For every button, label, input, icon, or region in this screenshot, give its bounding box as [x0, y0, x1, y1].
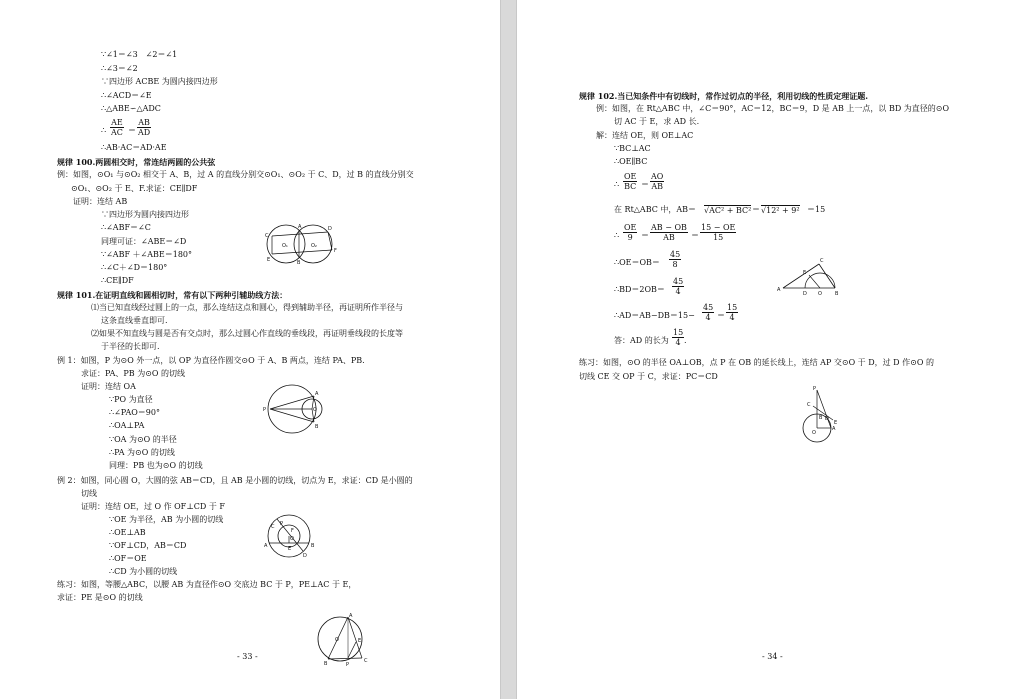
figure-label: E: [288, 546, 292, 552]
right-triangle-semicircle-figure: [779, 258, 851, 298]
equals-sign: ＝: [717, 311, 725, 320]
figure-label: A: [315, 391, 319, 397]
figure-label: E: [803, 270, 807, 276]
fraction-15-4: $\frac{15}{4}$: [727, 303, 738, 322]
text-line: ∴: [614, 231, 620, 240]
figure-label: E: [834, 420, 838, 426]
intersecting-circles-figure: [262, 218, 342, 270]
text-line: ∴OE∥BC: [614, 157, 648, 166]
sqrt-ac-bc: √AC² + BC²: [704, 206, 752, 215]
page-33: [0, 0, 500, 699]
isosceles-triangle-circle-figure: [316, 612, 376, 668]
text-line: 证明：连结 OE，过 O 作 OF⊥CD 于 F: [81, 502, 225, 511]
figure-label: B: [311, 543, 315, 549]
fraction-ab-minus-ob: $\frac{AB - OB}{AB}$: [651, 223, 687, 242]
text-line: 求证：PE 是⊙O 的切线: [57, 593, 143, 602]
page-number: - 34 -: [762, 652, 783, 661]
figure-label: A: [298, 224, 302, 230]
sqrt-12-9: √12² + 9²: [761, 206, 800, 215]
text-line: ∴∠ACD＝∠E: [101, 91, 152, 100]
figure-label: O: [313, 407, 317, 413]
fraction-45-4: $\frac{45}{4}$: [673, 277, 684, 296]
text-line: ∴∠3＝∠2: [101, 64, 138, 73]
text-line: 练习：如图，⊙O 的半径 OA⊥OB，点 P 在 OB 的延长线上，连结 AP 交⊙O 于 D，过 D 作⊙O 的: [579, 358, 934, 367]
fraction-45-8: $\frac{45}{8}$: [670, 250, 681, 269]
figure-label: P: [813, 386, 817, 392]
text-line: 证明：连结 AB: [73, 197, 128, 206]
circle-tangent-ce-figure: [799, 386, 849, 446]
figure-label: A: [264, 543, 268, 549]
text-line: ＝15: [807, 205, 826, 214]
figure-label: D: [328, 226, 332, 232]
text-line: ∵∠1＝∠3 ∠2＝∠1: [101, 50, 178, 59]
text-line: ∵OA 为⊙O 的半径: [109, 435, 177, 444]
text-line: ⑵如果不知直线与圆是否有交点时，那么过圆心作直线的垂线段，再证明垂线段的长度等: [91, 329, 403, 338]
text-line: 这条直线垂直即可.: [101, 316, 168, 325]
concentric-circles-figure: [263, 513, 323, 559]
figure-label: A: [832, 426, 836, 432]
figure-label: C: [820, 258, 824, 264]
text-line: ∴∠C＋∠D＝180°: [101, 263, 168, 272]
text-line: ∴PA 为⊙O 的切线: [109, 448, 175, 457]
text-line: ∴CD 为小圆的切线: [109, 567, 178, 576]
text-line: 例：如图，⊙O₁ 与⊙O₂ 相交于 A、B，过 A 的直线分别交⊙O₁、⊙O₂ 于 C、D，过 B 的直线分别交: [57, 170, 414, 179]
text-line: 答：AD 的长为: [614, 336, 669, 345]
text-line: 证明：连结 OA: [81, 382, 136, 391]
text-line: ∴OE⊥AB: [109, 528, 146, 537]
figure-label: C: [271, 524, 275, 530]
figure-label: A: [349, 613, 353, 619]
text-line: ∵四边形 ACBE 为圆内接四边形: [101, 77, 218, 86]
figure-label: D: [803, 291, 807, 297]
text-line: ∴: [614, 180, 620, 189]
rule-101-heading: 规律 101.在证明直线和圆相切时，常有以下两种引辅助线方法：: [57, 290, 288, 300]
figure-label: C: [265, 233, 269, 239]
figure-label: A: [777, 287, 781, 293]
figure-label: O₂: [311, 243, 317, 249]
fraction-oe-bc: $\frac{OE}{BC}$: [624, 172, 637, 191]
text-line: 解：连结 OE，则 OE⊥AC: [596, 131, 694, 140]
tangent-from-point-figure: [262, 384, 337, 436]
figure-label: F: [291, 528, 294, 534]
text-line: ∴OE＝OB＝: [614, 258, 660, 267]
text-line: 例 2：如图，同心圆 O，大圆的弦 AB＝CD，且 AB 是小圆的切线，切点为 E，求证：CD 是小圆的: [57, 476, 413, 485]
text-line: ∴∠PAO＝90°: [109, 408, 160, 417]
equals-sign: ＝: [641, 231, 649, 240]
figure-label: B: [819, 415, 823, 421]
figure-label: B: [315, 424, 319, 430]
page-34: [517, 0, 1017, 699]
text-line: 例：如图，在 Rt△ABC 中，∠C＝90°，AC＝12，BC＝9，D 是 AB 上一点，以 BD 为直径的⊙O: [596, 104, 950, 113]
figure-label: C: [807, 402, 811, 408]
rule-102-heading: 规律 102.当已知条件中有切线时，常作过切点的半径，利用切线的性质定理证题.: [579, 91, 869, 101]
text-line: ∴CE∥DF: [101, 276, 134, 285]
text-line: ∵BC⊥AC: [614, 144, 651, 153]
text-line: ∴OA⊥PA: [109, 421, 145, 430]
text-line: 求证：PA、PB 为⊙O 的切线: [81, 369, 186, 378]
text-line: 切线: [81, 489, 97, 498]
equals-sign: ＝: [641, 180, 649, 189]
text-line: 同理可证：∠ABE＝∠D: [101, 237, 187, 246]
text-line: ⑴当已知直线经过圆上的一点，那么连结这点和圆心，得到辅助半径，再证明所作半径与: [91, 303, 403, 312]
text-line: ⊙O₁、⊙O₂ 于 E、F.求证：CE∥DF: [71, 184, 198, 193]
figure-label: E: [267, 257, 271, 263]
figure-label: O₁: [282, 243, 288, 249]
text-line: ∵PO 为直径: [109, 395, 153, 404]
fraction-15-4-answer: $\frac{15}{4}$: [673, 328, 684, 347]
fraction-15-minus-oe: $\frac{15 - OE}{15}$: [701, 223, 736, 242]
text-line: 例 1：如图，P 为⊙O 外一点，以 OP 为直径作圆交⊙O 于 A、B 两点，连结 PA、PB.: [57, 356, 365, 365]
figure-label: D: [825, 416, 829, 422]
equals-sign: ＝: [752, 205, 760, 214]
figure-label: O: [290, 536, 294, 542]
text-line: ∴△ABE∽△ADC: [101, 104, 161, 113]
text-line: ∴: [101, 126, 107, 135]
figure-label: P: [280, 521, 284, 527]
page-gap: [500, 0, 517, 699]
figure-label: F: [334, 248, 337, 254]
equals-sign: ＝: [691, 231, 699, 240]
equals-sign: ＝: [128, 126, 136, 135]
text-line: ∴AD＝AB−DB＝15−: [614, 311, 695, 320]
text-line: 切 AC 于 E，求 AD 长.: [614, 117, 700, 126]
text-line: 同理：PB 也为⊙O 的切线: [109, 461, 203, 470]
rule-100-heading: 规律 100.两圆相交时，常连结两圆的公共弦: [57, 157, 216, 167]
fraction-ao-ab: $\frac{AO}{AB}$: [651, 172, 664, 191]
figure-label: P: [263, 407, 267, 413]
page-number: - 33 -: [237, 652, 258, 661]
fraction-45-4: $\frac{45}{4}$: [703, 303, 714, 322]
figure-label: E: [358, 638, 362, 644]
figure-label: O: [812, 430, 816, 436]
text-line: 于半径的长即可.: [101, 342, 160, 351]
text-line: 练习：如图，等腰△ABC，以腰 AB 为直径作⊙O 交底边 BC 于 P，PE⊥AC 于 E，: [57, 580, 357, 589]
period: .: [684, 336, 687, 345]
text-line: ∴AB·AC＝AD·AE: [101, 143, 167, 152]
text-line: ∴BD＝2OB＝: [614, 285, 665, 294]
figure-label: B: [835, 291, 839, 297]
figure-label: O: [818, 291, 822, 297]
figure-label: B: [297, 260, 301, 266]
figure-label: P: [346, 662, 350, 668]
text-line: ∴∠ABF＝∠C: [101, 223, 151, 232]
fraction-ae-ac: $\frac{AE}{AC}$: [111, 118, 123, 137]
text-line: ∵OF⊥CD，AB＝CD: [109, 541, 187, 550]
text-line: 切线 CE 交 OP 于 C，求证：PC＝CD: [579, 372, 718, 381]
text-line: 在 Rt△ABC 中，AB＝: [614, 205, 697, 214]
figure-label: D: [303, 553, 307, 559]
fraction-oe-9: $\frac{OE}{9}$: [624, 223, 637, 242]
figure-label: C: [364, 658, 368, 664]
text-line: ∵OE 为半径，AB 为小圆的切线: [109, 515, 224, 524]
figure-label: B: [324, 661, 328, 667]
figure-label: O: [335, 637, 339, 643]
text-line: ∵四边形为圆内接四边形: [101, 210, 189, 219]
text-line: ∴OF＝OE: [109, 554, 147, 563]
fraction-ab-ad: $\frac{AB}{AD}$: [138, 118, 151, 137]
text-line: ∵∠ABF ＋∠ABE＝180°: [101, 250, 193, 259]
